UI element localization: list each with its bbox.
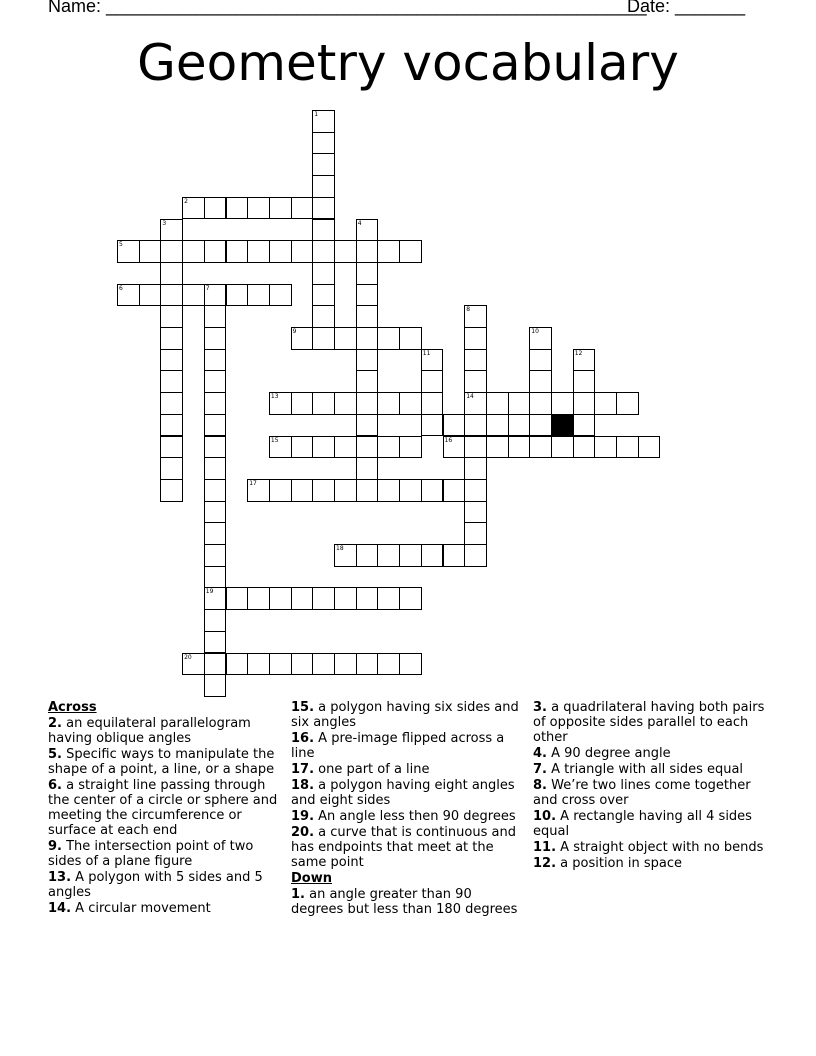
crossword-cell[interactable] bbox=[421, 414, 444, 437]
crossword-cell[interactable] bbox=[464, 522, 487, 545]
across-clue-list bbox=[48, 716, 280, 916]
name-field-label: Name: ______________________________________________________ bbox=[48, 0, 647, 16]
crossword-cell[interactable] bbox=[443, 436, 466, 459]
crossword-cell[interactable] bbox=[334, 479, 357, 502]
clue-text: A pre-image flipped across a line bbox=[291, 731, 505, 761]
crossword-cell[interactable] bbox=[160, 370, 183, 393]
crossword-cell[interactable] bbox=[356, 479, 379, 502]
clue-number: 2. bbox=[48, 716, 62, 731]
crossword-cell[interactable] bbox=[312, 284, 335, 307]
crossword-cell[interactable] bbox=[421, 544, 444, 567]
crossword-cell[interactable] bbox=[551, 392, 574, 415]
crossword-cell[interactable] bbox=[486, 392, 509, 415]
clue-text: a polygon having six sides and six angles bbox=[291, 700, 519, 730]
crossword-cell[interactable] bbox=[638, 436, 661, 459]
crossword-cell[interactable] bbox=[204, 587, 227, 610]
crossword-cell[interactable] bbox=[160, 219, 183, 242]
clue-text: a quadrilateral having both pairs of opposite sides parallel to each other bbox=[533, 700, 765, 745]
crossword-cell[interactable] bbox=[573, 370, 596, 393]
clue-text: We’re two lines come together and cross over bbox=[533, 778, 751, 808]
crossword-cell[interactable] bbox=[160, 327, 183, 350]
crossword-cell[interactable] bbox=[204, 457, 227, 480]
crossword-cell[interactable] bbox=[377, 327, 400, 350]
clue-text: Specific ways to manipulate the shape of a point, a line, or a shape bbox=[48, 747, 275, 777]
crossword-cell[interactable] bbox=[182, 197, 205, 220]
crossword-cell[interactable] bbox=[291, 327, 314, 350]
crossword-cell[interactable] bbox=[356, 392, 379, 415]
crossword-cell[interactable] bbox=[312, 436, 335, 459]
crossword-cell[interactable] bbox=[204, 414, 227, 437]
clue-number: 17. bbox=[291, 762, 315, 777]
crossword-cell[interactable] bbox=[399, 479, 422, 502]
crossword-cell[interactable] bbox=[399, 240, 422, 263]
crossword-cell[interactable] bbox=[356, 327, 379, 350]
crossword-cell[interactable] bbox=[464, 436, 487, 459]
crossword-cell[interactable] bbox=[573, 414, 596, 437]
crossword-cell[interactable] bbox=[312, 219, 335, 242]
crossword-cell[interactable] bbox=[356, 414, 379, 437]
clue-text: a polygon having eight angles and eight sides bbox=[291, 778, 515, 808]
crossword-cell[interactable] bbox=[204, 370, 227, 393]
crossword-cell[interactable] bbox=[204, 240, 227, 263]
clue-number: 15. bbox=[291, 700, 315, 715]
clue-20 bbox=[291, 825, 523, 870]
crossword-cell[interactable] bbox=[399, 392, 422, 415]
crossword-cell[interactable] bbox=[464, 327, 487, 350]
crossword-cell[interactable] bbox=[334, 587, 357, 610]
cell-number: 3 bbox=[162, 219, 167, 227]
cell-number: 12 bbox=[574, 349, 583, 357]
crossword-cell[interactable] bbox=[160, 414, 183, 437]
down-clue-list-continued bbox=[533, 700, 769, 871]
crossword-cell[interactable] bbox=[204, 392, 227, 415]
crossword-cell[interactable] bbox=[377, 479, 400, 502]
clue-text: A circular movement bbox=[71, 901, 211, 916]
crossword-cell[interactable] bbox=[356, 219, 379, 242]
clue-text: A rectangle having all 4 sides equal bbox=[533, 809, 752, 839]
clue-number: 4. bbox=[533, 746, 547, 761]
crossword-cell[interactable] bbox=[269, 240, 292, 263]
clue-number: 20. bbox=[291, 825, 315, 840]
crossword-cell[interactable] bbox=[486, 436, 509, 459]
crossword-cell[interactable] bbox=[269, 653, 292, 676]
crossword-cell[interactable] bbox=[247, 197, 270, 220]
crossword-cell[interactable] bbox=[160, 392, 183, 415]
crossword-cell[interactable] bbox=[204, 349, 227, 372]
cell-number: 10 bbox=[531, 328, 539, 335]
crossword-cell[interactable] bbox=[204, 674, 227, 697]
crossword-cell[interactable] bbox=[312, 240, 335, 263]
crossword-cell[interactable] bbox=[312, 153, 335, 176]
cell-number: 17 bbox=[249, 479, 257, 487]
crossword-cell[interactable] bbox=[377, 544, 400, 567]
cell-number: 1 bbox=[314, 111, 319, 118]
crossword-cell[interactable] bbox=[356, 436, 379, 459]
crossword-cell[interactable] bbox=[160, 349, 183, 372]
cell-number: 6 bbox=[119, 284, 123, 292]
crossword-cell[interactable] bbox=[117, 240, 140, 263]
page-title: Geometry vocabulary bbox=[137, 34, 679, 92]
clue-16 bbox=[291, 731, 523, 761]
crossword-cell[interactable] bbox=[204, 609, 227, 632]
crossword-cell[interactable] bbox=[529, 327, 552, 350]
clue-text: The intersection point of two sides of a plane figure bbox=[48, 839, 254, 869]
crossword-cell[interactable] bbox=[204, 631, 227, 654]
crossword-cell[interactable] bbox=[464, 457, 487, 480]
crossword-cell[interactable] bbox=[421, 392, 444, 415]
cell-number: 16 bbox=[444, 436, 453, 444]
cell-number: 2 bbox=[184, 197, 188, 205]
crossword-cell[interactable] bbox=[269, 587, 292, 610]
crossword-cell[interactable] bbox=[573, 349, 596, 372]
crossword-cell[interactable] bbox=[291, 479, 314, 502]
crossword-cell[interactable] bbox=[312, 392, 335, 415]
clue-15 bbox=[291, 700, 523, 730]
crossword-cell[interactable] bbox=[182, 240, 205, 263]
crossword-cell[interactable] bbox=[356, 305, 379, 328]
clue-text: A straight object with no bends bbox=[556, 840, 764, 855]
crossword-cell[interactable] bbox=[356, 284, 379, 307]
clue-11 bbox=[533, 840, 769, 855]
crossword-cell[interactable] bbox=[464, 501, 487, 524]
crossword-cell[interactable] bbox=[204, 544, 227, 567]
crossword-cell[interactable] bbox=[247, 653, 270, 676]
cell-number: 9 bbox=[292, 328, 297, 335]
crossword-cell[interactable] bbox=[551, 436, 574, 459]
crossword-cell[interactable] bbox=[464, 544, 487, 567]
crossword-cell[interactable] bbox=[486, 414, 509, 437]
clues-column-3 bbox=[533, 700, 769, 872]
clue-3 bbox=[533, 700, 769, 745]
crossword-cell[interactable] bbox=[464, 414, 487, 437]
crossword-cell[interactable] bbox=[334, 653, 357, 676]
crossword-cell[interactable] bbox=[377, 653, 400, 676]
clues-column-2 bbox=[291, 700, 523, 918]
crossword-cell[interactable] bbox=[594, 436, 617, 459]
clue-number: 11. bbox=[533, 840, 557, 855]
crossword-cell[interactable] bbox=[377, 392, 400, 415]
crossword-cell[interactable] bbox=[421, 370, 444, 393]
cell-number: 8 bbox=[466, 306, 471, 314]
crossword-cell[interactable] bbox=[247, 240, 270, 263]
clue-number: 1. bbox=[291, 887, 305, 902]
clue-number: 14. bbox=[48, 901, 72, 916]
crossword-cell[interactable] bbox=[226, 587, 249, 610]
crossword-cell[interactable] bbox=[204, 284, 227, 307]
clue-10 bbox=[533, 809, 769, 839]
crossword-cell[interactable] bbox=[204, 305, 227, 328]
crossword-cell[interactable] bbox=[464, 349, 487, 372]
crossword-cell[interactable] bbox=[269, 284, 292, 307]
cell-number: 19 bbox=[205, 588, 214, 596]
crossword-cell[interactable] bbox=[464, 305, 487, 328]
crossword-cell[interactable] bbox=[204, 566, 227, 589]
clue-19 bbox=[291, 809, 523, 824]
crossword-cell[interactable] bbox=[204, 197, 227, 220]
clue-4 bbox=[533, 746, 769, 761]
crossword-cell[interactable] bbox=[573, 392, 596, 415]
clue-text: A 90 degree angle bbox=[546, 746, 671, 761]
crossword-cell[interactable] bbox=[464, 479, 487, 502]
crossword-cell[interactable] bbox=[594, 392, 617, 415]
crossword-cell[interactable] bbox=[334, 327, 357, 350]
clue-number: 12. bbox=[533, 856, 557, 871]
clue-text: A polygon with 5 sides and 5 angles bbox=[48, 870, 263, 900]
cell-number: 15 bbox=[270, 436, 279, 444]
crossword-cell[interactable] bbox=[356, 653, 379, 676]
crossword-cell[interactable] bbox=[226, 240, 249, 263]
crossword-cell[interactable] bbox=[573, 436, 596, 459]
crossword-cell[interactable] bbox=[312, 327, 335, 350]
crossword-cell[interactable] bbox=[312, 653, 335, 676]
crossword-cell[interactable] bbox=[182, 284, 205, 307]
clue-number: 7. bbox=[533, 762, 547, 777]
crossword-cell[interactable] bbox=[291, 653, 314, 676]
crossword-cell[interactable] bbox=[399, 544, 422, 567]
clue-text: An angle less then 90 degrees bbox=[314, 809, 516, 824]
crossword-cell[interactable] bbox=[160, 262, 183, 285]
crossword-cell[interactable] bbox=[291, 392, 314, 415]
clue-14 bbox=[48, 901, 280, 916]
crossword-cell[interactable] bbox=[291, 587, 314, 610]
date-field-label: Date: _______ bbox=[627, 0, 746, 16]
crossword-black-cell bbox=[551, 414, 574, 437]
crossword-cell[interactable] bbox=[269, 479, 292, 502]
crossword-cell[interactable] bbox=[377, 436, 400, 459]
clue-number: 16. bbox=[291, 731, 315, 746]
crossword-cell[interactable] bbox=[204, 653, 227, 676]
clue-text: a position in space bbox=[556, 856, 683, 871]
crossword-cell[interactable] bbox=[160, 305, 183, 328]
crossword-cell[interactable] bbox=[443, 414, 466, 437]
crossword-cell[interactable] bbox=[334, 436, 357, 459]
clue-text: an angle greater than 90 degrees but less than 180 degrees bbox=[291, 887, 518, 917]
cell-number: 14 bbox=[466, 393, 474, 401]
crossword-cell[interactable] bbox=[291, 197, 314, 220]
crossword-cell[interactable] bbox=[160, 436, 183, 459]
crossword-cell[interactable] bbox=[226, 653, 249, 676]
crossword-cell[interactable] bbox=[312, 132, 335, 155]
crossword-cell[interactable] bbox=[312, 262, 335, 285]
clue-12 bbox=[533, 856, 769, 871]
cell-number: 18 bbox=[336, 545, 344, 552]
crossword-cell[interactable] bbox=[508, 436, 531, 459]
clue-13 bbox=[48, 870, 280, 900]
cell-number: 20 bbox=[184, 653, 192, 661]
crossword-cell[interactable] bbox=[356, 457, 379, 480]
crossword-cell[interactable] bbox=[529, 370, 552, 393]
clue-text: an equilateral parallelogram having oblique angles bbox=[48, 716, 251, 746]
crossword-cell[interactable] bbox=[204, 479, 227, 502]
crossword-cell[interactable] bbox=[334, 544, 357, 567]
crossword-cell[interactable] bbox=[377, 587, 400, 610]
crossword-cell[interactable] bbox=[529, 349, 552, 372]
crossword-cell[interactable] bbox=[312, 175, 335, 198]
crossword-cell[interactable] bbox=[204, 327, 227, 350]
down-heading: Down bbox=[291, 871, 332, 886]
clue-number: 5. bbox=[48, 747, 62, 762]
crossword-cell[interactable] bbox=[529, 414, 552, 437]
clues-column-1 bbox=[48, 700, 280, 917]
crossword-cell[interactable] bbox=[117, 284, 140, 307]
crossword-cell[interactable] bbox=[160, 479, 183, 502]
crossword-cell[interactable] bbox=[312, 197, 335, 220]
clue-5 bbox=[48, 747, 280, 777]
crossword-cell[interactable] bbox=[399, 436, 422, 459]
cell-number: 13 bbox=[270, 393, 279, 401]
crossword-cell[interactable] bbox=[291, 436, 314, 459]
crossword-cell[interactable] bbox=[204, 522, 227, 545]
cell-number: 4 bbox=[357, 219, 362, 227]
crossword-cell[interactable] bbox=[464, 392, 487, 415]
crossword-cell[interactable] bbox=[160, 457, 183, 480]
clue-text: a straight line passing through the center of a circle or sphere and meeting the circumference or surface at each end bbox=[48, 778, 278, 838]
crossword-cell[interactable] bbox=[616, 392, 639, 415]
crossword-cell[interactable] bbox=[356, 587, 379, 610]
cell-number: 5 bbox=[119, 241, 123, 249]
crossword-cell[interactable] bbox=[334, 392, 357, 415]
crossword-cell[interactable] bbox=[247, 284, 270, 307]
clue-8 bbox=[533, 778, 769, 808]
crossword-cell[interactable] bbox=[226, 284, 249, 307]
crossword-cell[interactable] bbox=[312, 587, 335, 610]
crossword-cell[interactable] bbox=[356, 349, 379, 372]
crossword-cell[interactable] bbox=[204, 501, 227, 524]
crossword-cell[interactable] bbox=[334, 240, 357, 263]
crossword-cell[interactable] bbox=[312, 110, 335, 133]
crossword-cell[interactable] bbox=[529, 392, 552, 415]
crossword-cell[interactable] bbox=[399, 327, 422, 350]
crossword-cell[interactable] bbox=[508, 392, 531, 415]
crossword-cell[interactable] bbox=[139, 284, 162, 307]
clue-number: 10. bbox=[533, 809, 557, 824]
crossword-cell[interactable] bbox=[616, 436, 639, 459]
crossword-cell[interactable] bbox=[291, 240, 314, 263]
clue-number: 19. bbox=[291, 809, 315, 824]
clue-18 bbox=[291, 778, 523, 808]
clue-number: 13. bbox=[48, 870, 72, 885]
crossword-cell[interactable] bbox=[464, 370, 487, 393]
crossword-cell[interactable] bbox=[182, 653, 205, 676]
cell-number: 7 bbox=[205, 284, 210, 292]
clue-number: 18. bbox=[291, 778, 315, 793]
clue-7 bbox=[533, 762, 769, 777]
crossword-cell[interactable] bbox=[160, 284, 183, 307]
crossword-cell[interactable] bbox=[399, 653, 422, 676]
clue-number: 6. bbox=[48, 778, 62, 793]
clue-1 bbox=[291, 887, 523, 917]
crossword-cell[interactable] bbox=[160, 240, 183, 263]
clue-number: 3. bbox=[533, 700, 547, 715]
crossword-cell[interactable] bbox=[421, 479, 444, 502]
across-heading: Across bbox=[48, 700, 97, 715]
cell-number: 11 bbox=[422, 349, 431, 357]
crossword-cell[interactable] bbox=[443, 544, 466, 567]
crossword-cell[interactable] bbox=[399, 587, 422, 610]
crossword-cell[interactable] bbox=[356, 370, 379, 393]
clue-number: 9. bbox=[48, 839, 62, 854]
clue-text: A triangle with all sides equal bbox=[546, 762, 744, 777]
crossword-cell[interactable] bbox=[247, 587, 270, 610]
crossword-cell[interactable] bbox=[204, 436, 227, 459]
crossword-cell[interactable] bbox=[421, 349, 444, 372]
clue-6 bbox=[48, 778, 280, 838]
clue-9 bbox=[48, 839, 280, 869]
crossword-cell[interactable] bbox=[269, 197, 292, 220]
clue-2 bbox=[48, 716, 280, 746]
crossword-cell[interactable] bbox=[269, 436, 292, 459]
crossword-cell[interactable] bbox=[356, 240, 379, 263]
crossword-cell[interactable] bbox=[247, 479, 270, 502]
clue-text: one part of a line bbox=[314, 762, 430, 777]
clue-number: 8. bbox=[533, 778, 547, 793]
crossword-cell[interactable] bbox=[312, 479, 335, 502]
crossword-cell[interactable] bbox=[356, 262, 379, 285]
clue-text: a curve that is continuous and has endpoints that meet at the same point bbox=[291, 825, 516, 870]
crossword-cell[interactable] bbox=[377, 240, 400, 263]
crossword-cell[interactable] bbox=[443, 479, 466, 502]
crossword-cell[interactable] bbox=[529, 436, 552, 459]
clue-17 bbox=[291, 762, 523, 777]
crossword-cell[interactable] bbox=[269, 392, 292, 415]
crossword-cell[interactable] bbox=[226, 197, 249, 220]
crossword-cell[interactable] bbox=[356, 544, 379, 567]
crossword-cell[interactable] bbox=[139, 240, 162, 263]
crossword-cell[interactable] bbox=[312, 305, 335, 328]
across-clue-list-continued bbox=[291, 700, 523, 870]
down-clue-list bbox=[291, 887, 523, 917]
crossword-cell[interactable] bbox=[508, 414, 531, 437]
